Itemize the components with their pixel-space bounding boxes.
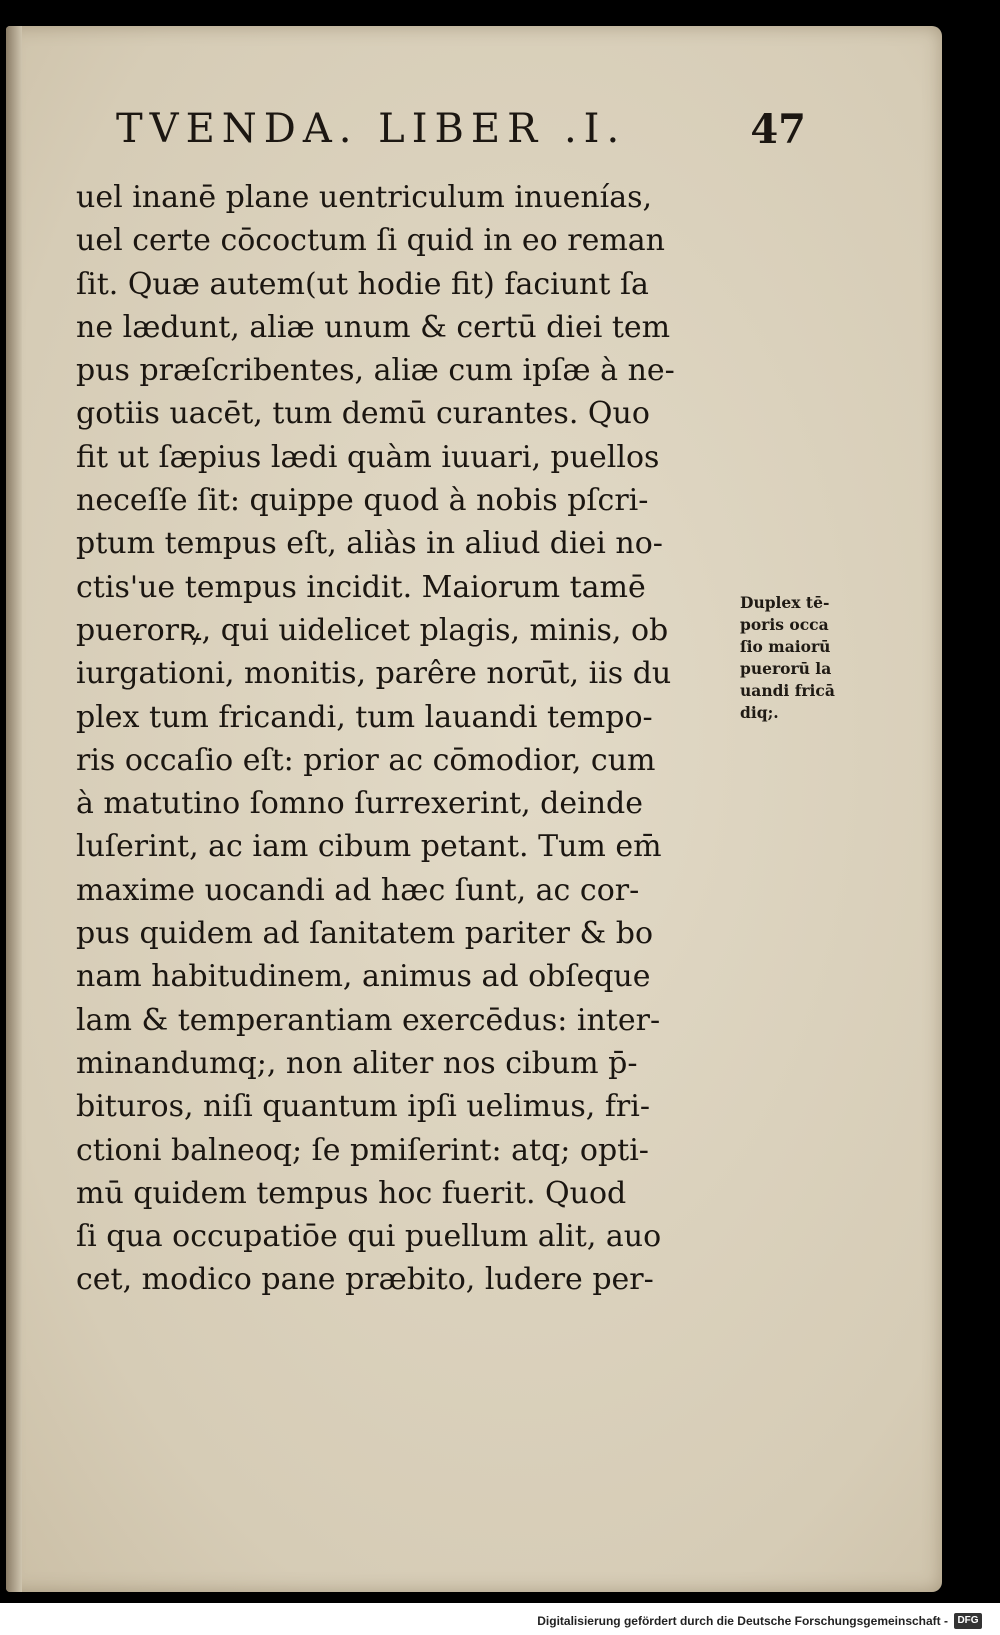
- running-title: TVENDA. LIBER .I.: [116, 106, 627, 152]
- text-line: gotiis uacēt, tum demū curantes. Quo: [76, 396, 650, 432]
- text-line: pus quidem ad ſanitatem pariter & bo: [76, 916, 654, 952]
- margin-note-line: Duplex tē-: [740, 593, 830, 612]
- text-line: bituros, niſi quantum ipſi uelimus, fri-: [76, 1089, 650, 1125]
- text-line: ris occaſio eſt: prior ac cōmodior, cum: [76, 742, 656, 778]
- margin-note-line: ſio maiorū: [740, 637, 831, 656]
- text-line: neceſſe ſit: quippe quod à nobis pſcri-: [76, 483, 649, 519]
- text-line: nam habitudinem, animus ad obſeque: [76, 959, 651, 995]
- page-gutter: [6, 26, 22, 1592]
- text-line: mū quidem tempus hoc fuerit. Quod: [76, 1175, 627, 1211]
- text-line: lam & temperantiam exercēdus: inter-: [76, 1002, 661, 1038]
- text-line: à matutino ſomno ſurrexerint, deinde: [76, 786, 643, 822]
- text-line: maxime uocandi ad hæc ſunt, ac cor-: [76, 872, 640, 908]
- text-line: iurgationi, monitis, parêre norūt, iis du: [76, 656, 672, 692]
- page-number: 47: [750, 106, 806, 153]
- text-line: luſerint, ac iam cibum petant. Tum em̄: [76, 829, 662, 865]
- text-line: ctioni balneoq; ſe pmiſerint: atq; opti-: [76, 1132, 649, 1168]
- body-text: [76, 176, 736, 1302]
- text-line: minandumq;, non aliter nos cibum p̄-: [76, 1045, 638, 1081]
- margin-note-line: poris occa: [740, 615, 829, 634]
- text-line: cet, modico pane præbito, ludere per-: [76, 1262, 654, 1298]
- page-header: [116, 106, 806, 166]
- margin-note-line: diq;.: [740, 703, 779, 722]
- text-line: ſit. Quæ autem(ut hodie fit) faciunt ſa: [76, 266, 649, 302]
- text-line: fit ut ſæpius lædi quàm iuuari, puellos: [76, 439, 660, 475]
- text-line: ſi qua occupatiōe qui puellum alit, auo: [76, 1219, 662, 1255]
- text-line: ptum tempus eſt, aliàs in aliud diei no-: [76, 526, 663, 562]
- margin-note-line: puerorū la: [740, 659, 832, 678]
- book-page: [6, 26, 942, 1592]
- text-line: ne lædunt, aliæ unum & certū diei tem: [76, 309, 671, 345]
- digitization-credit: Digitalisierung gefördert durch die Deutsche Forschungsgemeinschaft -: [537, 1614, 948, 1628]
- text-line: uel certe cōcoctum ſi quid in eo reman: [76, 223, 665, 259]
- text-line: puerorꝶ, qui uidelicet plagis, minis, ob: [76, 612, 669, 648]
- text-line: plex tum fricandi, tum lauandi tempo-: [76, 699, 653, 735]
- text-line: pus præſcribentes, aliæ cum ipſæ à ne-: [76, 353, 675, 389]
- text-line: ctis'ue tempus incidit. Maiorum tamē: [76, 569, 646, 605]
- margin-note-line: uandi fricā: [740, 681, 835, 700]
- margin-note: [740, 592, 870, 724]
- dfg-logo-icon: DFG: [954, 1613, 982, 1629]
- text-line: uel inanē plane uentriculum inuenías,: [76, 180, 653, 215]
- footer-band: [0, 1603, 1000, 1635]
